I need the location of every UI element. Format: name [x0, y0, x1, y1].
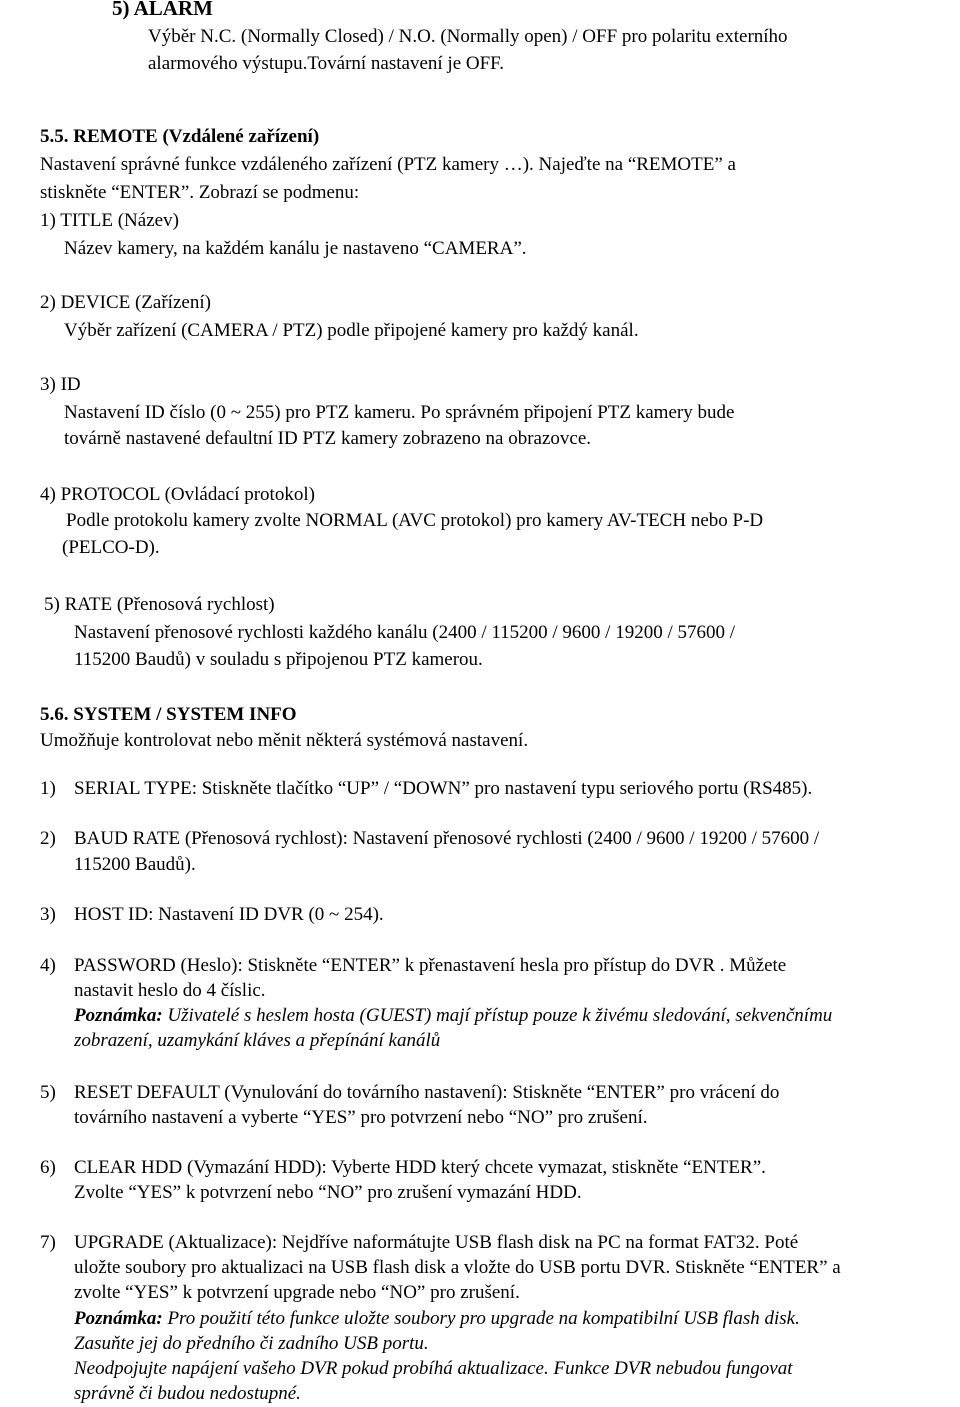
system-item-number: 4) — [40, 955, 56, 976]
system-item-text: HOST ID: Nastavení ID DVR (0 ~ 254). — [74, 904, 384, 925]
remote-item-title: 4) PROTOCOL (Ovládací protokol) — [40, 484, 315, 505]
alarm-text-line: Výběr N.C. (Normally Closed) / N.O. (Normally open) / OFF pro polaritu externího — [148, 26, 788, 47]
remote-item-title: 5) RATE (Přenosová rychlost) — [44, 594, 275, 615]
remote-item-text: Výběr zařízení (CAMERA / PTZ) podle připojené kamery pro každý kanál. — [64, 320, 639, 341]
system-item-text: UPGRADE (Aktualizace): Nejdříve naformátujte USB flash disk na PC na format FAT32. Poté — [74, 1232, 799, 1253]
system-item-text: BAUD RATE (Přenosová rychlost): Nastavení přenosové rychlosti (2400 / 9600 / 19200 / 57600 / — [74, 828, 820, 849]
remote-intro-line: Nastavení správné funkce vzdáleného zařízení (PTZ kamery …). Najeďte na “REMOTE” a — [40, 154, 736, 175]
note-text: Pro použití této funkce uložte soubory pro upgrade na kompatibilní USB flash disk. — [162, 1308, 800, 1329]
remote-item-text: Podle protokolu kamery zvolte NORMAL (AVC protokol) pro kamery AV-TECH nebo P-D — [66, 510, 764, 531]
remote-item-title: 1) TITLE (Název) — [40, 210, 179, 231]
upgrade-note-line — [74, 1306, 800, 1331]
remote-item-text: Nastavení přenosové rychlosti každého kanálu (2400 / 115200 / 9600 / 19200 / 57600 / — [74, 622, 736, 643]
remote-item-text: Nastavení ID číslo (0 ~ 255) pro PTZ kameru. Po správném připojení PTZ kamery bude — [64, 402, 735, 423]
system-intro: Umožňuje kontrolovat nebo měnit některá systémová nastavení. — [40, 730, 529, 751]
system-heading: 5.6. SYSTEM / SYSTEM INFO — [40, 704, 297, 725]
system-item-text: 115200 Baudů). — [74, 854, 196, 875]
alarm-text-line: alarmového výstupu.Tovární nastavení je OFF. — [148, 53, 504, 74]
system-item-number: 3) — [40, 904, 56, 925]
system-item-text: PASSWORD (Heslo): Stiskněte “ENTER” k přenastavení hesla pro přístup do DVR . Můžete — [74, 955, 787, 976]
system-item-number: 6) — [40, 1157, 56, 1178]
system-item-number: 5) — [40, 1082, 56, 1103]
password-note-line — [74, 1003, 832, 1028]
system-item-text: zvolte “YES” k potvrzení upgrade nebo “NO” pro zrušení. — [74, 1282, 520, 1303]
remote-item-title: 3) ID — [40, 374, 81, 395]
system-item-text: továrního nastavení a vyberte “YES” pro potvrzení nebo “NO” pro zrušení. — [74, 1107, 648, 1128]
remote-item-title: 2) DEVICE (Zařízení) — [40, 292, 211, 313]
remote-item-text: (PELCO-D). — [62, 537, 160, 558]
system-item-text: CLEAR HDD (Vymazání HDD): Vyberte HDD který chcete vymazat, stiskněte “ENTER”. — [74, 1157, 766, 1178]
password-note-line: zobrazení, uzamykání kláves a přepínání kanálů — [74, 1030, 441, 1051]
note-text: Uživatelé s heslem hosta (GUEST) mají přístup pouze k živému sledování, sekvenčnímu — [162, 1005, 833, 1026]
system-item-text: uložte soubory pro aktualizaci na USB flash disk a vložte do USB portu DVR. Stiskněte “ENTER” a — [74, 1257, 841, 1278]
remote-item-text: 115200 Baudů) v souladu s připojenou PTZ kamerou. — [74, 649, 483, 670]
system-item-number: 7) — [40, 1232, 56, 1253]
remote-item-text: továrně nastavené defaultní ID PTZ kamery zobrazeno na obrazovce. — [64, 428, 592, 449]
note-label: Poznámka: — [74, 1005, 163, 1026]
remote-intro-line: stiskněte “ENTER”. Zobrazí se podmenu: — [40, 182, 360, 203]
system-item-text: Zvolte “YES” k potvrzení nebo “NO” pro zrušení vymazání HDD. — [74, 1182, 582, 1203]
system-item-text: nastavit heslo do 4 číslic. — [74, 980, 266, 1001]
system-item-text: SERIAL TYPE: Stiskněte tlačítko “UP” / “DOWN” pro nastavení typu seriového portu (RS485). — [74, 778, 813, 799]
upgrade-note-line: Neodpojujte napájení vašeho DVR pokud probíhá aktualizace. Funkce DVR nebudou fungovat — [74, 1358, 793, 1379]
note-label: Poznámka: — [74, 1308, 163, 1329]
upgrade-note-line: správně či budou nedostupné. — [74, 1383, 301, 1404]
upgrade-note-line: Zasuňte jej do předního či zadního USB portu. — [74, 1333, 429, 1354]
system-item-text: RESET DEFAULT (Vynulování do továrního nastavení): Stiskněte “ENTER” pro vrácení do — [74, 1082, 780, 1103]
alarm-heading: 5) ALARM — [112, 0, 213, 20]
system-item-number: 2) — [40, 828, 56, 849]
remote-heading: 5.5. REMOTE (Vzdálené zařízení) — [40, 126, 320, 147]
system-item-number: 1) — [40, 778, 56, 799]
remote-item-text: Název kamery, na každém kanálu je nastaveno “CAMERA”. — [64, 238, 527, 259]
